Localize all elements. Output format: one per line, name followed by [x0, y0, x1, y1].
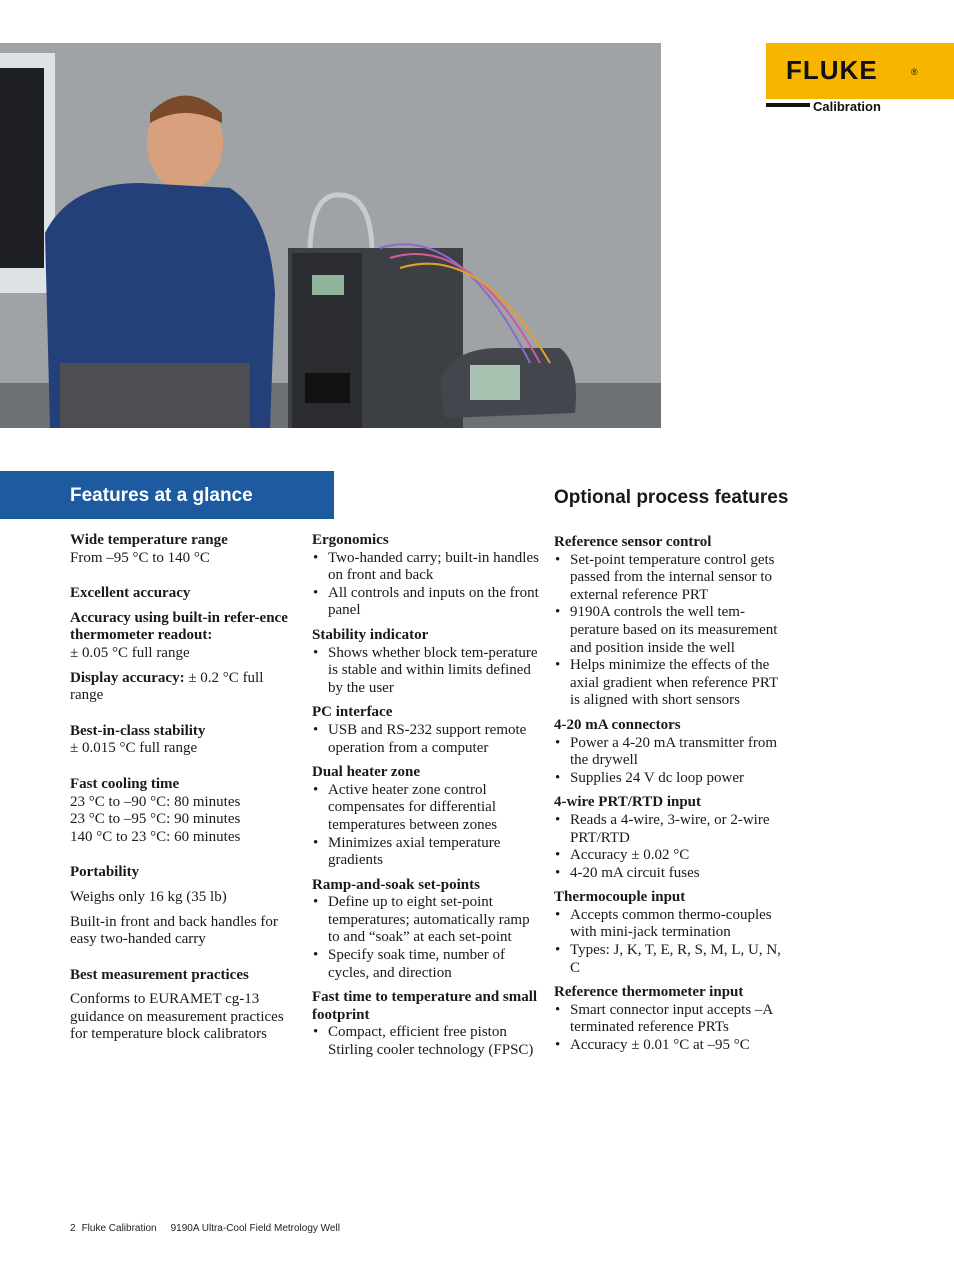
text-cooling-1: 23 °C to –90 °C: 80 minutes — [70, 793, 241, 810]
text-stability: ± 0.015 °C full range — [70, 740, 198, 757]
logo-brand: FLUKE — [786, 55, 878, 85]
heading-fast-time: Fast time to temperature and small footprint — [312, 989, 538, 1023]
list-ergonomics — [312, 550, 540, 620]
text-display-accuracy — [70, 670, 300, 705]
list-item: • Define up to eight set-point temperatures; automatically ramp to and “soak” at each set-point — [312, 894, 540, 947]
list-pc-interface — [312, 722, 540, 757]
heading-thermocouple: Thermocouple input — [554, 889, 686, 906]
list-fast-time — [312, 1024, 540, 1059]
list-item: • Accuracy ± 0.01 °C at –95 °C — [554, 1037, 788, 1055]
list-item: • Accuracy ± 0.02 °C — [554, 847, 788, 865]
list-item: • 9190A controls the well tem-perature based on its measurement and position inside the well — [554, 604, 788, 657]
heading-stability-indicator: Stability indicator — [312, 626, 429, 643]
list-item: • Smart connector input accepts –A terminated reference PRTs — [554, 1002, 788, 1037]
photo-illustration — [0, 43, 661, 428]
value-display-accuracy: ± 0.2 °C full range — [70, 669, 264, 704]
list-item: • Types: J, K, T, E, R, S, M, L, U, N, C — [554, 942, 788, 977]
list-item: • Set-point temperature control gets passed from the internal sensor to external reference PRT — [554, 552, 788, 605]
heading-prt-input: 4-wire PRT/RTD input — [554, 794, 702, 811]
heading-pc-interface: PC interface — [312, 704, 393, 721]
list-reference-sensor — [554, 552, 788, 710]
list-ramp-soak — [312, 894, 540, 982]
features-column-1 — [70, 532, 300, 1044]
list-item: • Accepts common thermo-couples with mini-jack termination — [554, 907, 788, 942]
list-thermocouple — [554, 907, 788, 977]
list-ma-connectors — [554, 735, 788, 788]
heading-best-practices: Best measurement practices — [70, 966, 249, 983]
heading-ma-connectors: 4-20 mA connectors — [554, 716, 681, 733]
heading-reference-sensor: Reference sensor control — [554, 534, 712, 550]
list-item: • Supplies 24 V dc loop power — [554, 770, 788, 788]
list-item: • Shows whether block tem-perature is stable and within limits defined by the user — [312, 645, 540, 698]
text-portability-2: Built-in front and back handles for easy two-handed carry — [70, 913, 278, 948]
features-column-2 — [312, 532, 540, 1060]
banner-title: Features at a glance — [70, 485, 253, 506]
heading-portability: Portability — [70, 864, 140, 881]
list-item: • Compact, efficient free piston Stirling cooler technology (FPSC) — [312, 1024, 540, 1059]
logo-subtitle: Calibration — [813, 99, 881, 114]
list-item: • Two-handed carry; built-in handles on front and back — [312, 550, 540, 585]
list-item: • 4-20 mA circuit fuses — [554, 865, 788, 883]
list-item: • All controls and inputs on the front panel — [312, 585, 540, 620]
heading-ergonomics: Ergonomics — [312, 532, 389, 548]
list-item: • Minimizes axial temperature gradients — [312, 835, 540, 870]
logo-registered: ® — [911, 67, 918, 77]
list-prt-input — [554, 812, 788, 882]
text-best-practices: Conforms to EURAMET cg-13 guidance on measurement practices for temperature block calibrators — [70, 991, 284, 1043]
heading-reference-thermometer: Reference thermometer input — [554, 984, 744, 1001]
heading-cooling: Fast cooling time — [70, 775, 180, 792]
optional-features-title: Optional process features — [554, 487, 789, 508]
heading-accuracy: Excellent accuracy — [70, 585, 191, 602]
list-item: • Active heater zone control compensates for differential temperatures between zones — [312, 782, 540, 835]
text-wide-range: From –95 °C to 140 °C — [70, 549, 210, 566]
features-column-3 — [554, 534, 788, 1055]
label-display-accuracy: Display accuracy: — [70, 669, 185, 686]
text-portability-1: Weighs only 16 kg (35 lb) — [70, 888, 227, 905]
footer-title: 9190A Ultra-Cool Field Metrology Well — [170, 1223, 340, 1234]
list-item: • Specify soak time, number of cycles, and direction — [312, 947, 540, 982]
footer-brand: Fluke Calibration — [81, 1223, 157, 1234]
list-stability — [312, 645, 540, 698]
list-item: • Helps minimize the effects of the axial gradient when reference PRT is aligned with short sensors — [554, 657, 788, 710]
list-reference-thermometer — [554, 1002, 788, 1055]
text-cooling-3: 140 °C to 23 °C: 60 minutes — [70, 828, 241, 845]
heading-accuracy-builtin: Accuracy using built-in refer-ence thermometer readout: — [70, 609, 288, 644]
fluke-logo — [766, 43, 954, 99]
heading-ramp-soak: Ramp-and-soak set-points — [312, 876, 480, 893]
heading-stability: Best-in-class stability — [70, 722, 206, 739]
features-banner — [0, 471, 334, 519]
list-item: • Reads a 4-wire, 3-wire, or 2-wire PRT/RTD — [554, 812, 788, 847]
list-item: • USB and RS-232 support remote operation from a computer — [312, 722, 540, 757]
heading-wide-range: Wide temperature range — [70, 532, 228, 548]
text-accuracy-builtin: ± 0.05 °C full range — [70, 644, 190, 661]
logo-underline — [766, 103, 810, 107]
list-dual-heater — [312, 782, 540, 870]
heading-dual-heater: Dual heater zone — [312, 764, 421, 781]
text-cooling-2: 23 °C to –95 °C: 90 minutes — [70, 811, 241, 828]
page-footer — [70, 1223, 354, 1234]
list-item: • Power a 4-20 mA transmitter from the drywell — [554, 735, 788, 770]
page-number: 2 — [70, 1223, 76, 1234]
product-photo — [0, 43, 661, 428]
